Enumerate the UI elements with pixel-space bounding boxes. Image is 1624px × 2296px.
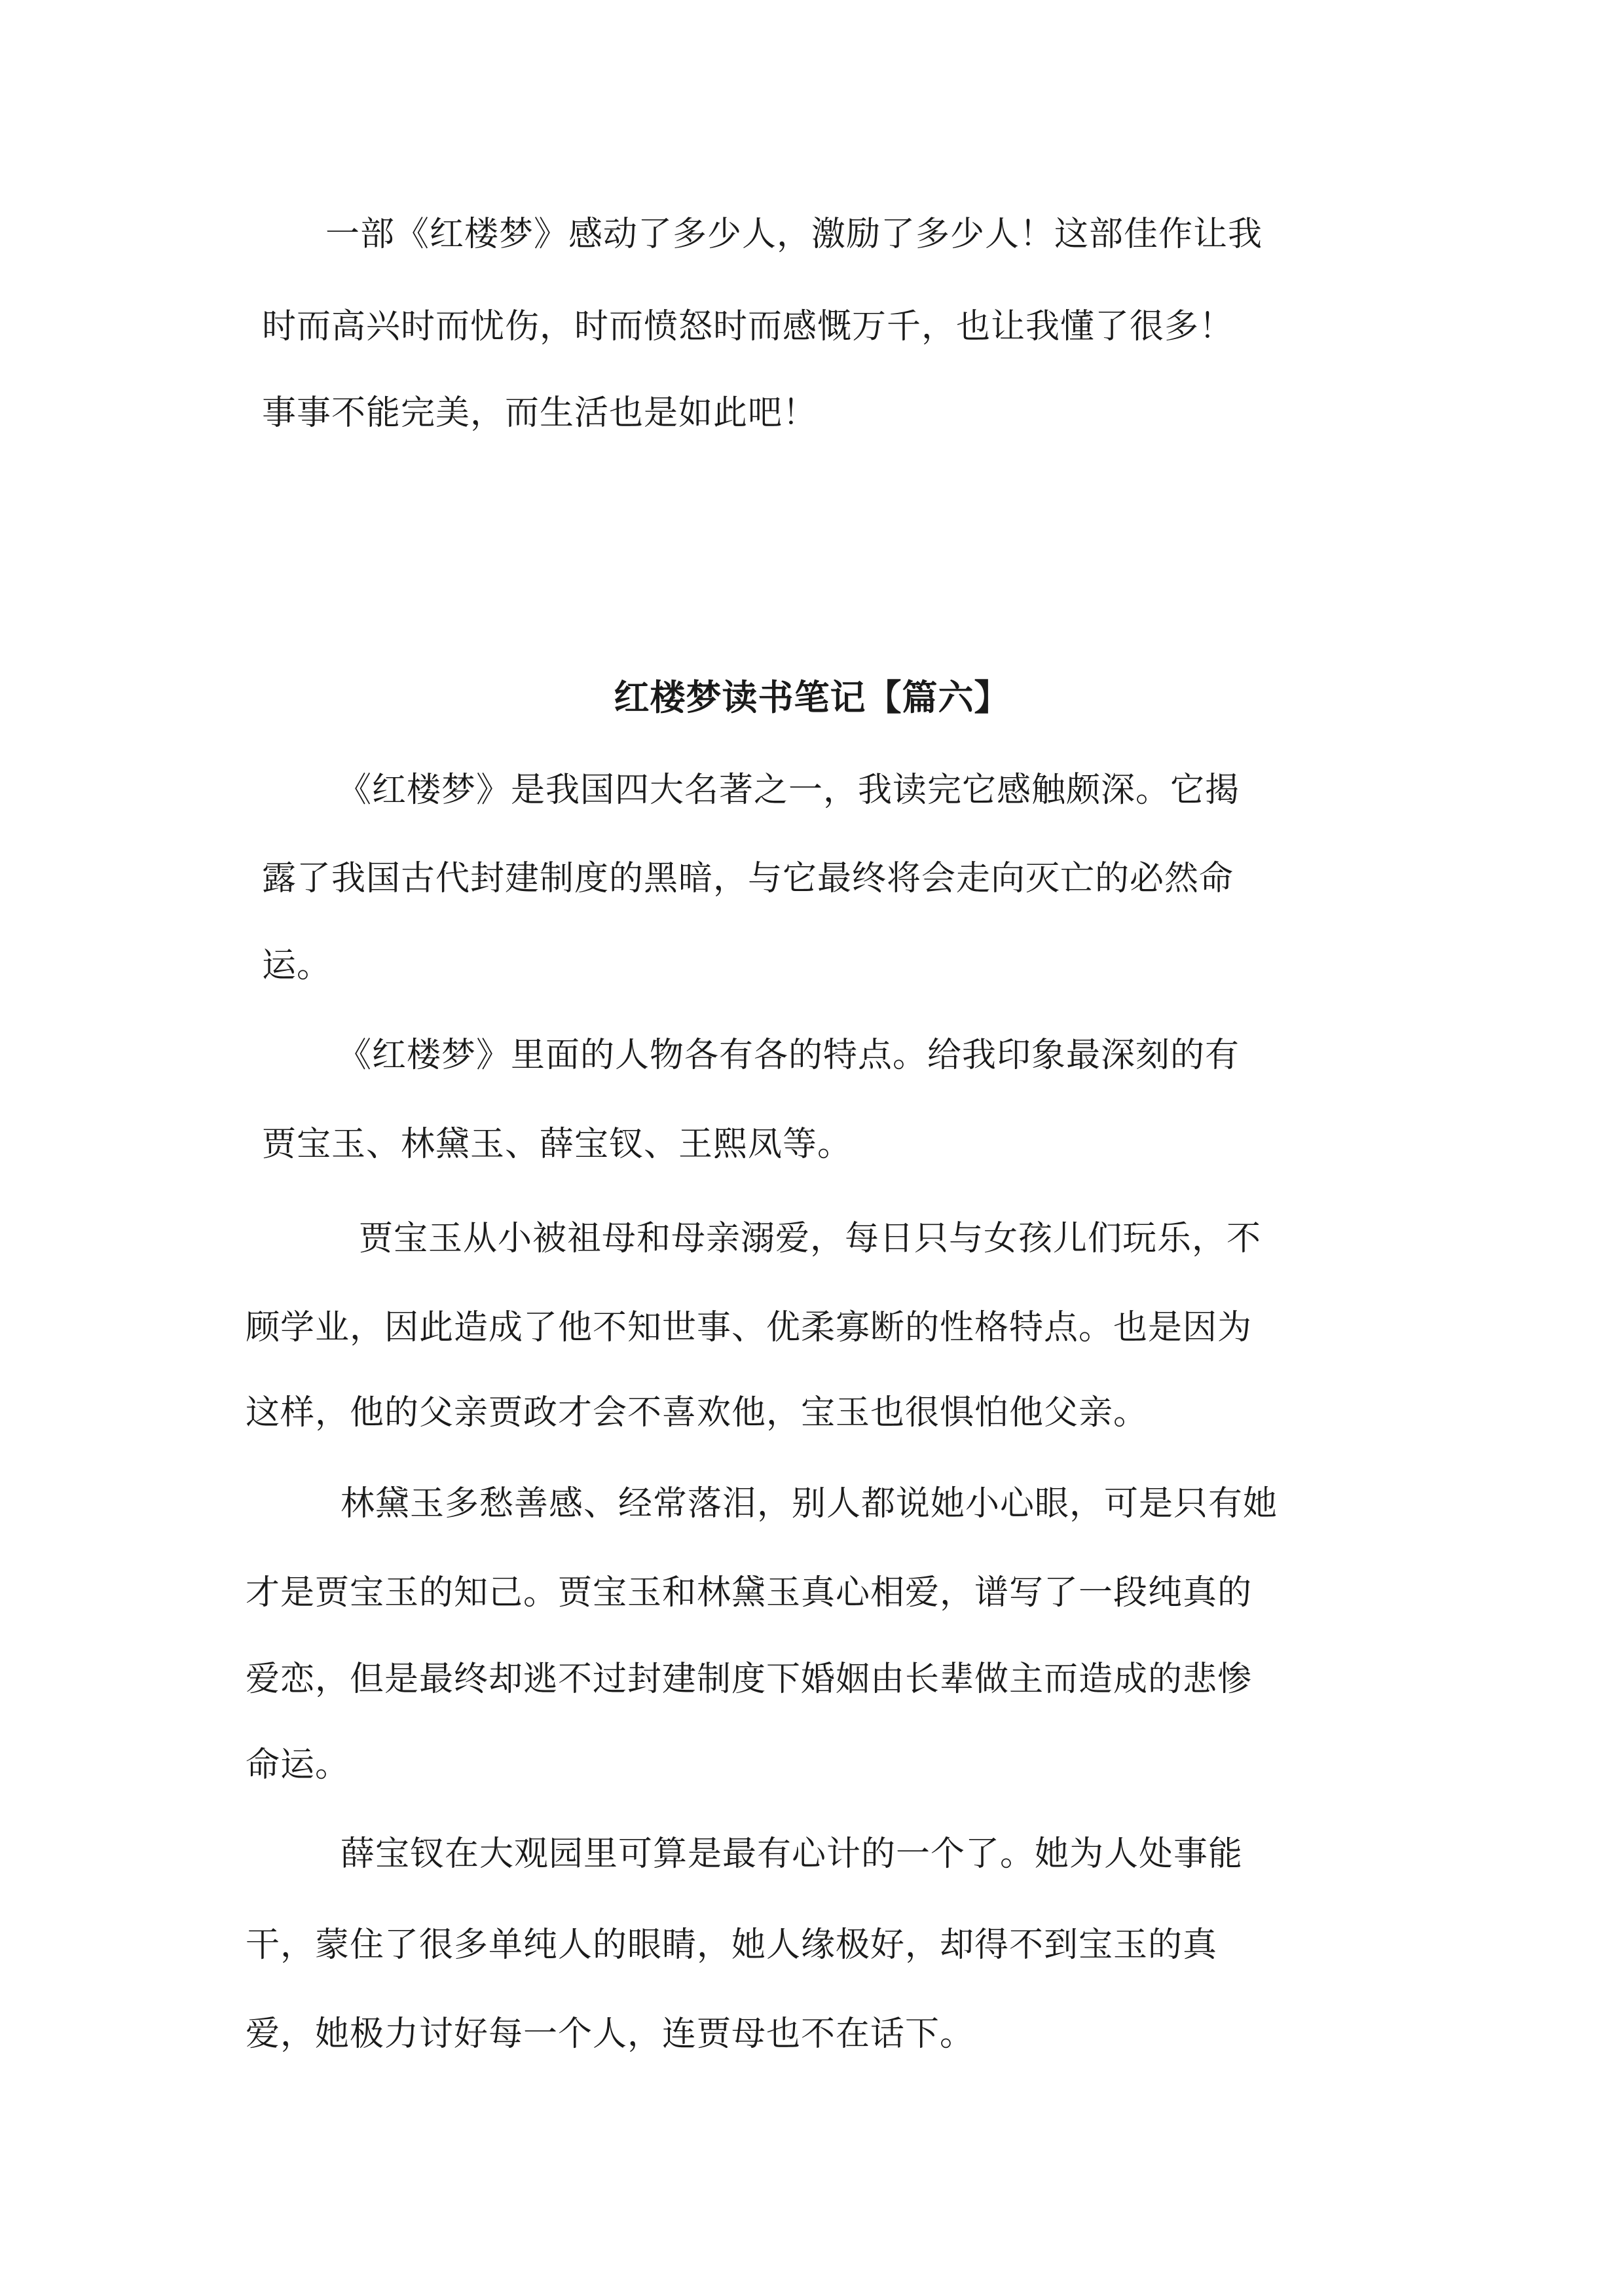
- paragraph-4-line-3: 爱恋，但是最终却逃不过封建制度下婚姻由长辈做主而造成的悲惨: [246, 1660, 1253, 1699]
- paragraph-3-line-3: 这样，他的父亲贾政才会不喜欢他，宝玉也很惧怕他父亲。: [246, 1393, 1149, 1432]
- paragraph-5-line-2: 干，蒙住了很多单纯人的眼睛，她人缘极好，却得不到宝玉的真: [246, 1925, 1218, 1965]
- intro-line-3: 事事不能完美，而生活也是如此吧！: [262, 393, 818, 433]
- paragraph-4-line-2: 才是贾宝玉的知己。贾宝玉和林黛玉真心相爱，谱写了一段纯真的: [246, 1573, 1253, 1613]
- paragraph-2-line-2: 贾宝玉、林黛玉、薛宝钗、王熙凤等。: [262, 1125, 853, 1164]
- paragraph-4-line-1: 林黛玉多愁善感、经常落泪，别人都说她小心眼，可是只有她: [341, 1484, 1278, 1523]
- paragraph-3-line-2: 顾学业，因此造成了他不知世事、优柔寡断的性格特点。也是因为: [246, 1308, 1253, 1347]
- paragraph-5-line-1: 薛宝钗在大观园里可算是最有心计的一个了。她为人处事能: [341, 1834, 1244, 1874]
- paragraph-4-line-4: 命运。: [246, 1745, 350, 1785]
- paragraph-5-line-3: 爱，她极力讨好每一个人，连贾母也不在话下。: [246, 2014, 975, 2054]
- paragraph-3-line-1: 贾宝玉从小被祖母和母亲溺爱，每日只与女孩儿们玩乐，不: [359, 1219, 1262, 1258]
- paragraph-1-line-1: 《红楼梦》是我国四大名著之一，我读完它感触颇深。它揭: [337, 771, 1240, 810]
- paragraph-1-line-3: 运。: [262, 946, 332, 985]
- paragraph-2-line-1: 《红楼梦》里面的人物各有各的特点。给我印象最深刻的有: [337, 1036, 1240, 1075]
- intro-line-1: 一部《红楼梦》感动了多少人，激励了多少人！这部佳作让我: [325, 215, 1263, 254]
- article-title: 红楼梦读书笔记【篇六】: [614, 676, 1010, 718]
- intro-line-2: 时而高兴时而忧伤，时而愤怒时而感慨万千，也让我懂了很多！: [262, 307, 1234, 346]
- paragraph-1-line-2: 露了我国古代封建制度的黑暗，与它最终将会走向灭亡的必然命: [262, 859, 1234, 898]
